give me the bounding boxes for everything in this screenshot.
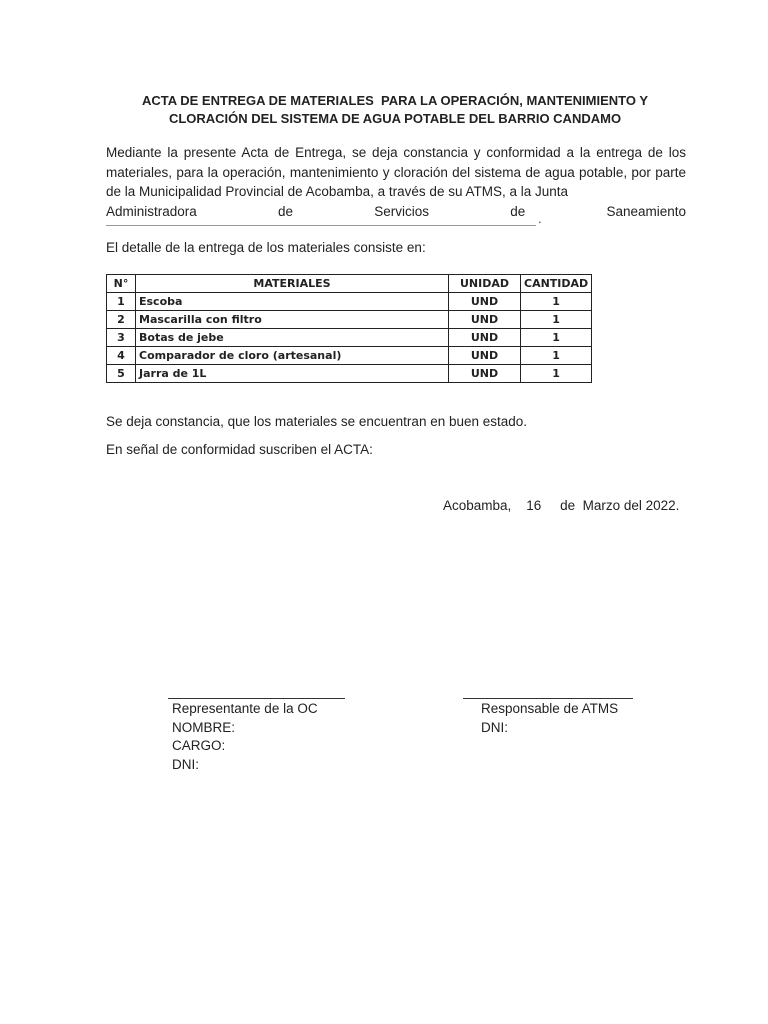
cell-cantidad: 1 [521,293,592,311]
condition-statement: Se deja constancia, que los materiales se encuentran en buen estado. [106,414,528,429]
intro-word: de [278,203,294,219]
signature-nombre-left: NOMBRE: [172,719,236,735]
cell-number: 1 [107,293,136,311]
table-row [107,329,592,347]
cell-cantidad: 1 [521,365,592,383]
cell-unidad: UND [449,293,521,311]
table-header-row [107,275,592,293]
table-row [107,293,592,311]
signature-dni-right: DNI: [481,719,508,735]
cell-unidad: UND [449,329,521,347]
fill-in-blank [106,211,540,227]
header-materiales: MATERIALES [136,275,449,293]
cell-number: 4 [107,347,136,365]
intro-paragraph [106,143,686,221]
signature-block-left [172,700,318,774]
cell-material: Comparador de cloro (artesanal) [136,347,449,365]
cell-number: 5 [107,365,136,383]
signature-cargo-left: CARGO: [172,738,226,753]
header-number: N° [107,275,136,293]
signature-line-left [168,698,345,699]
cell-number: 3 [107,329,136,347]
table-row [107,365,592,383]
signature-line-right [463,698,633,699]
intro-word: Saneamiento [606,203,686,219]
intro-word: Servicios [374,203,429,219]
intro-text: Mediante la presente Acta de Entrega, se deja constancia y conformidad a la entrega de los materiales, para la operación, mantenimiento y cloración del sistema de agua potable, por parte de la Municipalidad Provincial de Acobamba, a través de su ATMS, a la Junta [106,145,686,199]
conformity-statement: En señal de conformidad suscriben el ACTA: [106,442,373,457]
header-cantidad: CANTIDAD [521,275,592,293]
cell-cantidad: 1 [521,329,592,347]
table-row [107,347,592,365]
cell-unidad: UND [449,311,521,329]
cell-cantidad: 1 [521,311,592,329]
intro-word: de [510,203,526,219]
cell-unidad: UND [449,347,521,365]
cell-unidad: UND [449,365,521,383]
cell-number: 2 [107,311,136,329]
table-row [107,311,592,329]
intro-word: Administradora [106,203,197,219]
signature-block-right [481,700,618,737]
document-title [100,92,690,128]
materials-table [106,274,592,383]
cell-material: Mascarilla con filtro [136,311,449,329]
title-line-1: ACTA DE ENTREGA DE MATERIALES PARA LA OPERACIÓN, MANTENIMIENTO Y [141,93,649,108]
blank-end: . [538,211,542,226]
signature-role-right: Responsable de ATMS [481,701,619,716]
signature-role-left: Representante de la OC [172,701,318,716]
header-unidad: UNIDAD [449,275,521,293]
cell-material: Jarra de 1L [136,365,449,383]
cell-material: Escoba [136,293,449,311]
cell-cantidad: 1 [521,347,592,365]
detail-intro: El detalle de la entrega de los materiales consiste en: [106,240,426,255]
signature-dni-left: DNI: [172,756,199,772]
blank-rule [106,225,536,226]
title-line-2: CLORACIÓN DEL SISTEMA DE AGUA POTABLE DEL BARRIO CANDAMO [168,111,622,126]
cell-material: Botas de jebe [136,329,449,347]
date-line: Acobamba, 16 de Marzo del 2022. [443,498,680,513]
